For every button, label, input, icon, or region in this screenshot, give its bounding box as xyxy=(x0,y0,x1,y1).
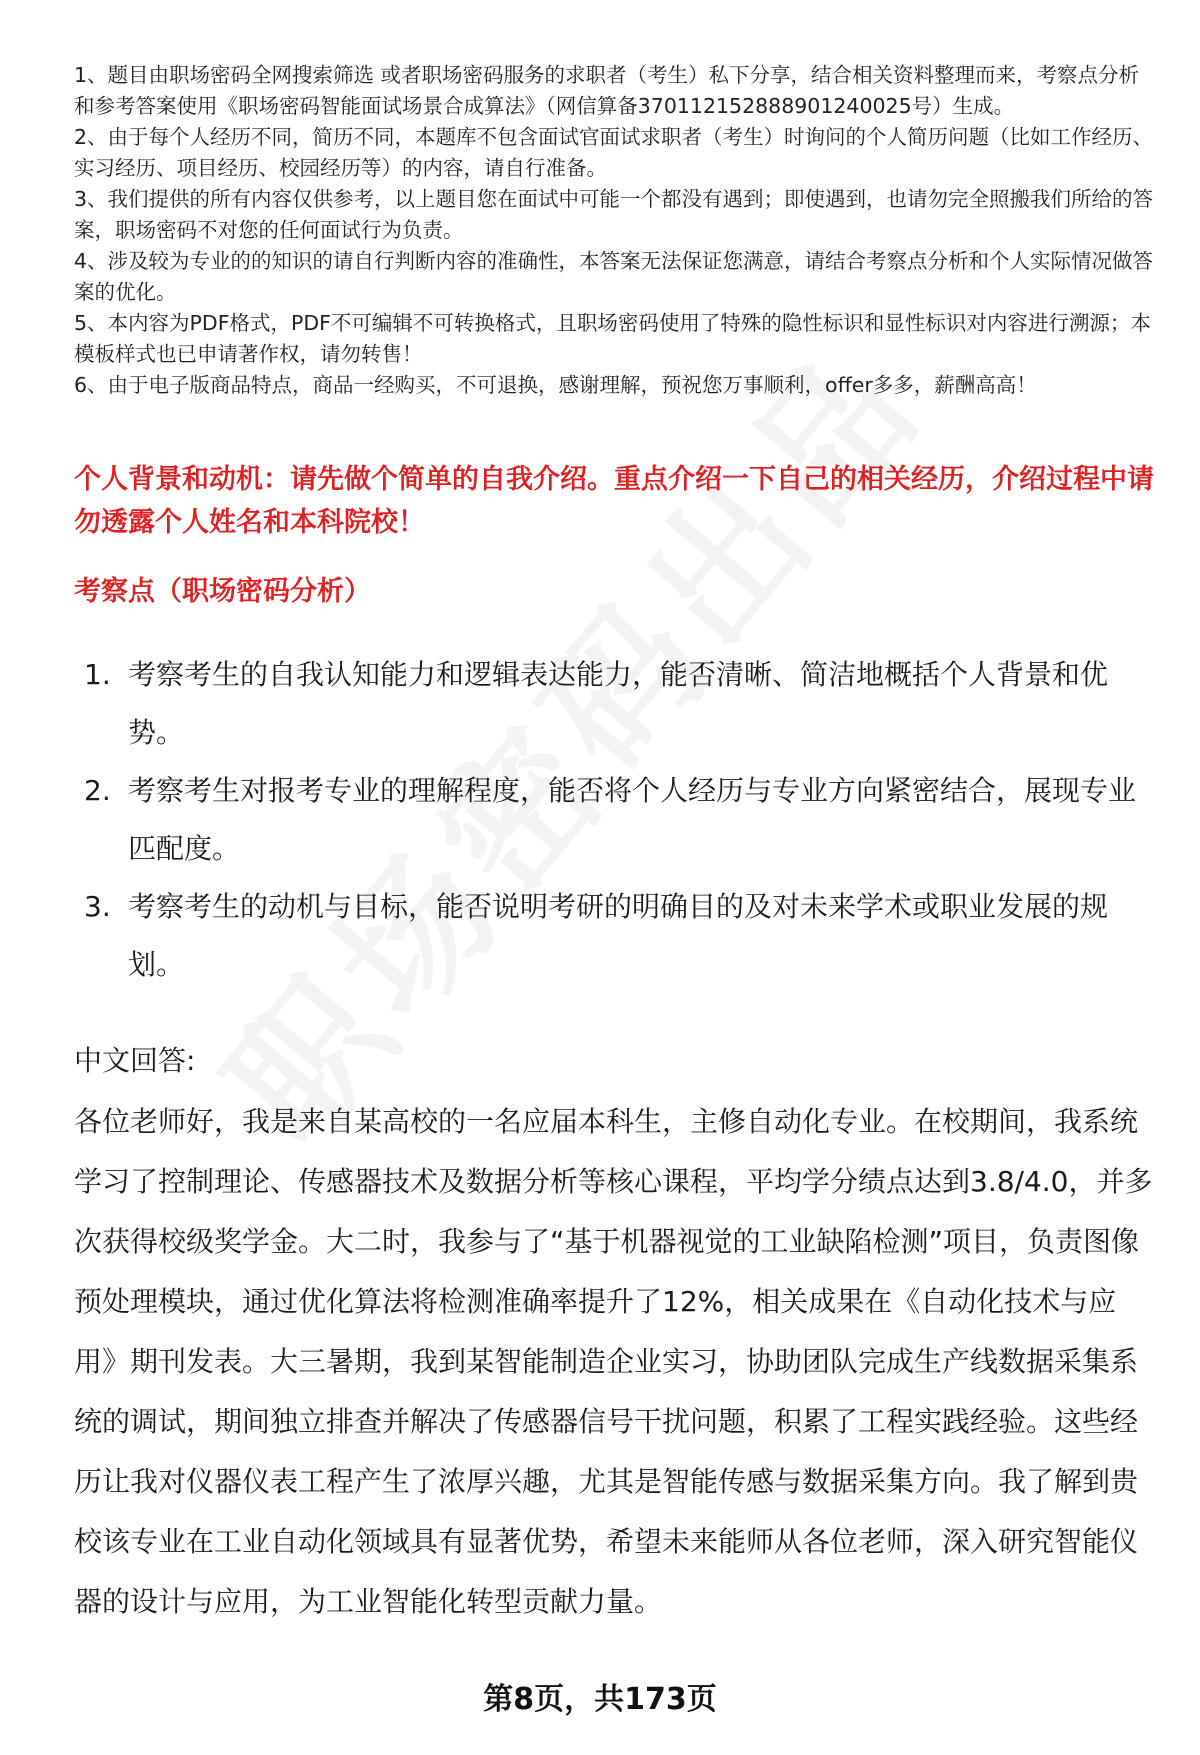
interview-question: 个人背景和动机：请先做个简单的自我介绍。重点介绍一下自己的相关经历，介绍过程中请勿透露个人姓名和本科院校！ xyxy=(74,464,1154,538)
point-number: 2. xyxy=(84,774,111,807)
assessment-points-heading: 考察点（职场密码分析） xyxy=(74,576,371,607)
answer-label: 中文回答: xyxy=(74,1044,196,1077)
disclaimer-item: 5、本内容为PDF格式，PDF不可编辑不可转换格式，且职场密码使用了特殊的隐性标识和显性标识对内容进行溯源；本模板样式也已申请著作权，请勿转售！ xyxy=(74,311,1151,366)
disclaimer-item: 2、由于每个人经历不同，简历不同，本题库不包含面试官面试求职者（考生）时询问的个人简历问题（比如工作经历、实习经历、项目经历、校园经历等）的内容，请自行准备。 xyxy=(74,125,1154,180)
answer-text: 各位老师好，我是来自某高校的一名应届本科生，主修自动化专业。在校期间，我系统学习了控制理论、传感器技术及数据分析等核心课程，平均学分绩点达到3.8/4.0，并多次获得校级奖学金。大二时，我参与了“基于机器视觉的工业缺陷检测”项目，负责图像预处理模块，通过优化算法将检测准确率提升了12%，相关成果在《自动化技术与应用》期刊发表。大三暑期，我到某智能制造企业实习，协助团队完成生产线数据采集系统的调试，期间独立排查并解决了传感器信号干扰问题，积累了工程实践经验。这些经历让我对仪器仪表工程产生了浓厚兴趣，尤其是智能传感与数据采集方向。我了解到贵校该专业在工业自动化领域具有显著优势，希望未来能师从各位老师，深入研究智能仪器的设计与应用，为工业智能化转型贡献力量。 xyxy=(74,1105,1153,1618)
point-text: 考察考生的自我认知能力和逻辑表达能力，能否清晰、简洁地概括个人背景和优势。 xyxy=(128,658,1109,749)
disclaimer-item: 4、涉及较为专业的的知识的请自行判断内容的准确性，本答案无法保证您满意，请结合考察点分析和个人实际情况做答案的优化。 xyxy=(74,249,1154,304)
assessment-points-list xyxy=(84,646,1154,994)
disclaimer-item: 6、由于电子版商品特点，商品一经购买，不可退换，感谢理解，预祝您万事顺利，offer多多，薪酬高高！ xyxy=(74,373,1037,397)
assessment-point xyxy=(84,646,1154,762)
point-number: 1. xyxy=(84,658,111,691)
point-text: 考察考生对报考专业的理解程度，能否将个人经历与专业方向紧密结合，展现专业匹配度。 xyxy=(128,774,1137,865)
disclaimer-item: 3、我们提供的所有内容仅供参考，以上题目您在面试中可能一个都没有遇到；即使遇到，也请勿完全照搬我们所给的答案，职场密码不对您的任何面试行为负责。 xyxy=(74,187,1154,242)
page-number: 第8页，共173页 xyxy=(483,1682,717,1717)
point-text: 考察考生的动机与目标，能否说明考研的明确目的及对未来学术或职业发展的规划。 xyxy=(128,890,1109,981)
assessment-point xyxy=(84,762,1154,878)
disclaimer-notes xyxy=(74,60,1154,401)
assessment-point xyxy=(84,878,1154,994)
disclaimer-item: 1、题目由职场密码全网搜索筛选 或者职场密码服务的求职者（考生）私下分享，结合相关资料整理而来，考察点分析和参考答案使用《职场密码智能面试场景合成算法》（网信算备370112152888901240025号）生成。 xyxy=(74,63,1140,118)
point-number: 3. xyxy=(84,890,111,923)
